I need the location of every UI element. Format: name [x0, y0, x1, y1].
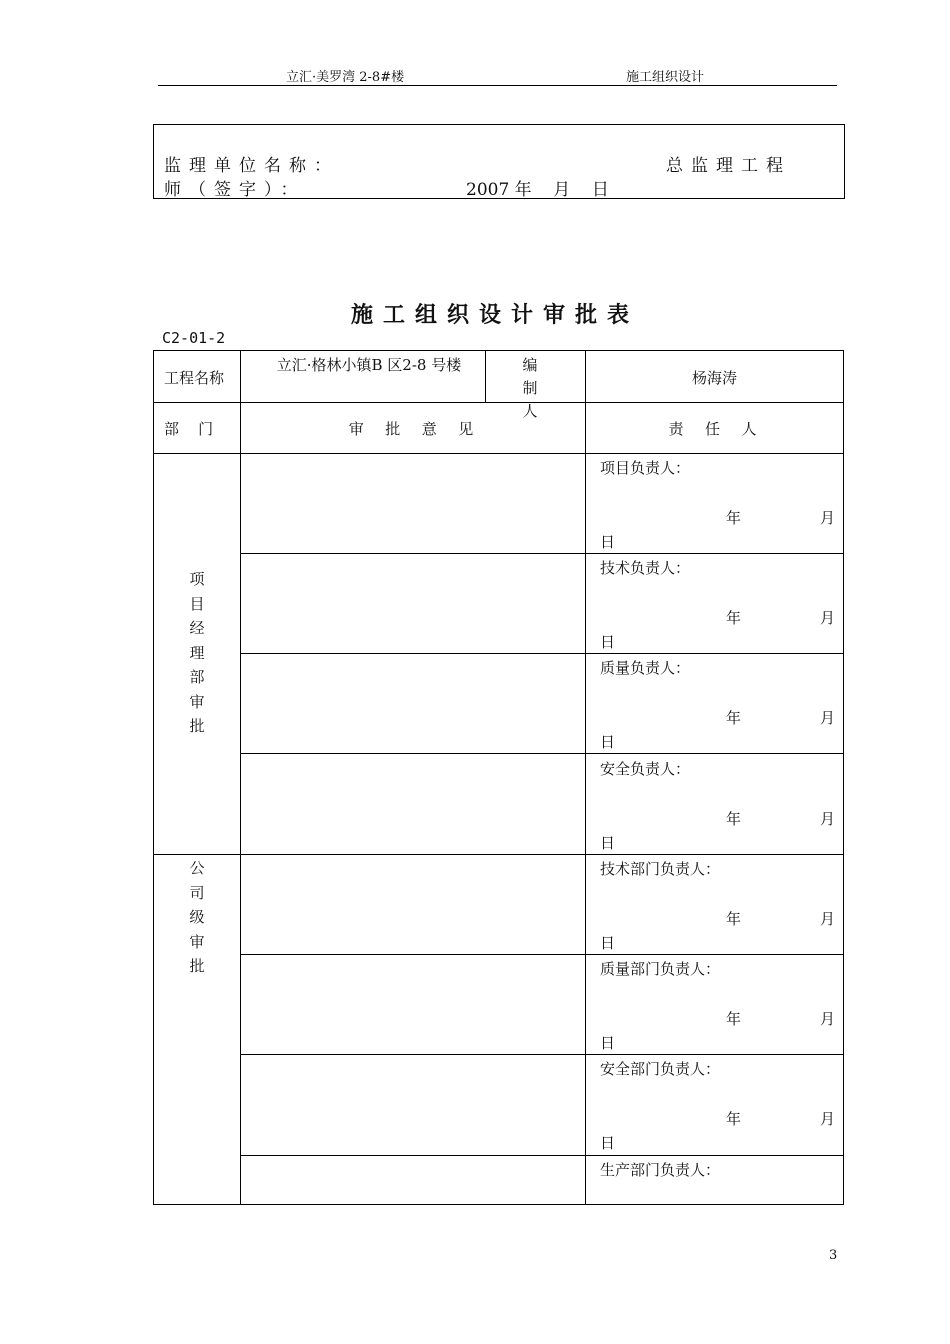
resp-label: 生产部门负责人： — [600, 1161, 721, 1179]
col-header-dept: 部 门 — [164, 420, 214, 438]
col-header-responsible: 责 任 人 — [668, 420, 761, 438]
compiler-label: 编 制 人 — [522, 356, 550, 420]
date-year: 年 — [726, 810, 742, 828]
form-code: C2-01-2 — [162, 329, 226, 347]
row-divider — [240, 753, 843, 754]
row-divider — [240, 954, 843, 955]
date-day: 日 — [600, 934, 616, 952]
row-divider — [240, 1155, 843, 1156]
supervision-box — [153, 124, 845, 199]
page-header-right: 施工组织设计 — [626, 70, 705, 85]
date-month: 月 — [820, 1110, 836, 1128]
date-month: 月 — [820, 709, 836, 727]
resp-label: 安全部门负责人： — [600, 1060, 721, 1078]
date-year: 年 — [726, 1110, 742, 1128]
date-day: 日 — [600, 1134, 616, 1152]
col-divider — [240, 351, 241, 1204]
date-day: 日 — [600, 633, 616, 651]
row-divider — [240, 653, 843, 654]
header-rule — [158, 85, 837, 86]
col-header-opinion: 审 批 意 见 — [348, 420, 478, 438]
date-month: 月 — [820, 810, 836, 828]
project-name-label: 工程名称 — [164, 369, 225, 387]
approval-table — [153, 350, 844, 1205]
group-label-company: 公司级审批 — [189, 859, 205, 975]
row-divider — [154, 453, 843, 454]
date-day: 日 — [600, 1034, 616, 1052]
chief-engineer-label: 总监理工程 — [666, 156, 791, 176]
date-year: 年 — [726, 910, 742, 928]
project-name-value: 立汇·格林小镇B 区2-8 号楼 — [276, 356, 462, 374]
resp-label: 质量部门负责人： — [600, 960, 721, 978]
resp-label: 技术负责人： — [600, 559, 691, 577]
row-divider — [240, 553, 843, 554]
date-day: 日 — [600, 834, 616, 852]
col-divider — [485, 351, 486, 402]
row-divider — [240, 1054, 843, 1055]
page-header-left: 立汇·美罗湾 2-8#楼 — [286, 70, 405, 85]
row-divider — [154, 854, 843, 855]
date-day: 日 — [600, 733, 616, 751]
resp-label: 技术部门负责人： — [600, 860, 721, 878]
date-year: 年 — [726, 1010, 742, 1028]
resp-label: 项目负责人： — [600, 459, 691, 477]
page-number: 3 — [829, 1248, 838, 1263]
supervision-unit-label: 监理单位名称： — [164, 156, 339, 176]
date-year: 年 — [726, 609, 742, 627]
date-year: 年 — [726, 509, 742, 527]
date-month: 月 — [820, 1010, 836, 1028]
date-day: 日 — [600, 533, 616, 551]
group-label-project: 项目经理部审批 — [189, 570, 205, 735]
col-divider — [585, 351, 586, 1204]
date-month: 月 — [820, 609, 836, 627]
form-title: 施工组织设计审批表 — [350, 302, 639, 328]
resp-label: 安全负责人： — [600, 760, 691, 778]
date-year: 年 — [726, 709, 742, 727]
supervision-date: 2007 年 月 日 — [466, 180, 609, 200]
date-month: 月 — [820, 509, 836, 527]
row-divider — [154, 402, 843, 403]
signature-label: 师（签字）： — [164, 180, 306, 200]
resp-label: 质量负责人： — [600, 659, 691, 677]
date-month: 月 — [820, 910, 836, 928]
compiler-name: 杨海涛 — [691, 369, 737, 387]
